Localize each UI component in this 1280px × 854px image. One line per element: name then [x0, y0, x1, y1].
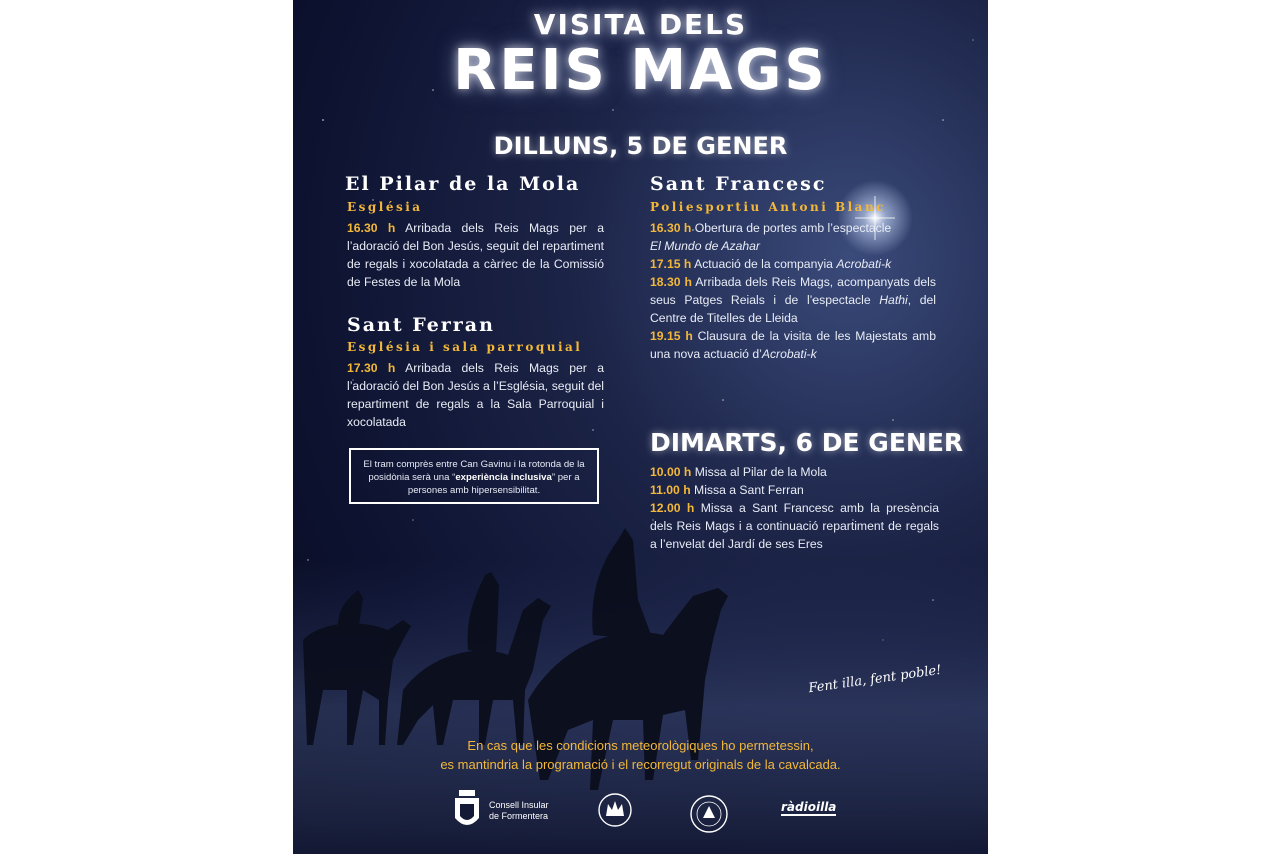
francesc-item-italic: Acrobati-k: [836, 257, 892, 271]
francesc-item-italic: El Mundo de Azahar: [650, 239, 760, 253]
francesc-venue: Poliesportiu Antoni Blanc: [650, 200, 886, 214]
tuesday-item-text: Missa a Sant Francesc amb la presència dels Reis Mags i a continuació repartiment de regals a l’envelat del Jardí de ses Eres: [650, 501, 939, 551]
pilar-place: El Pilar de la Mola: [345, 173, 581, 195]
round-seal-logo: [689, 794, 729, 834]
pilar-venue: Església: [347, 200, 423, 214]
tuesday-item: [650, 481, 939, 499]
note-after: ” per a persones amb hipersensibilitat.: [407, 472, 580, 496]
radio-logo-text: ràdioilla: [781, 800, 837, 814]
ferran-text: Arribada dels Reis Mags per a l’adoració del Bon Jesús a l’Església, seguit del repartiment de regals a la Sala Parroquial i xocolatada: [347, 361, 604, 429]
francesc-item-time: 18.30 h: [650, 275, 692, 289]
francesc-item-text: Arribada dels Reis Mags, acompanyats dels seus Patges Reials i de l’espectacle: [650, 275, 936, 307]
consell-line2: de Formentera: [489, 811, 549, 821]
francesc-item: [650, 327, 936, 363]
radio-logo: [781, 800, 836, 816]
pilar-schedule: [347, 219, 604, 291]
weather-line2: es mantindria la programació i el recorregut originals de la cavalcada.: [440, 757, 841, 772]
tuesday-item-time: 11.00 h: [650, 483, 691, 497]
note-bold: experiència inclusiva: [455, 472, 552, 483]
ferran-time: 17.30 h: [347, 361, 396, 375]
weather-line1: En cas que les condicions meteorològiques ho permetessin,: [467, 738, 814, 753]
tuesday-item-time: 12.00 h: [650, 501, 695, 515]
event-poster: [293, 0, 988, 854]
title-line1: VISITA DELS: [533, 8, 748, 41]
ferran-venue: Església i sala parroquial: [347, 340, 583, 354]
inclusive-note-box: [349, 448, 599, 504]
crown-seal-icon: [597, 790, 633, 832]
tuesday-schedule: [650, 463, 939, 553]
consell-text: [489, 800, 549, 822]
sponsor-logos: [293, 790, 988, 840]
tuesday-item-text: Missa al Pilar de la Mola: [694, 465, 827, 479]
tuesday-item-time: 10.00 h: [650, 465, 692, 479]
reis-committee-logo: [597, 790, 633, 832]
ferran-place: Sant Ferran: [347, 314, 495, 336]
francesc-place: Sant Francesc: [650, 173, 827, 195]
tuesday-item: [650, 463, 939, 481]
tuesday-item-text: Missa a Sant Ferran: [694, 483, 804, 497]
title-line2: REIS MAGS: [453, 38, 828, 103]
francesc-schedule: [650, 219, 936, 363]
monday-heading: DILLUNS, 5 DE GENER: [493, 132, 788, 160]
francesc-item-italic: Hathi: [879, 293, 908, 307]
ferran-schedule: [347, 359, 604, 431]
tuesday-heading: DIMARTS, 6 DE GENER: [650, 428, 964, 457]
consell-logo: [453, 790, 549, 832]
consell-shield-icon: [453, 790, 481, 832]
francesc-item: [650, 219, 936, 255]
francesc-item-text: Clausura de la visita de les Majestats amb una nova actuació d’: [650, 329, 936, 361]
weather-notice: [293, 736, 988, 774]
seal-icon: [689, 794, 729, 834]
francesc-item-time: 19.15 h: [650, 329, 693, 343]
francesc-item: [650, 273, 936, 327]
francesc-item-italic: Acrobati-k: [761, 347, 817, 361]
francesc-item-time: 17.15 h: [650, 257, 692, 271]
slogan: Fent illa, fent poble!: [807, 662, 943, 697]
francesc-item-after: , del Centre de Titelles de Lleida: [650, 293, 936, 325]
francesc-item: [650, 255, 936, 273]
francesc-item-time: 16.30 h: [650, 221, 692, 235]
consell-line1: Consell Insular: [489, 800, 549, 810]
note-before: El tram comprès entre Can Gavinu i la rotonda de la posidònia serà una “: [363, 459, 585, 483]
tuesday-item: [650, 499, 939, 553]
francesc-item-text: Actuació de la companyia: [694, 257, 833, 271]
pilar-time: 16.30 h: [347, 221, 396, 235]
pilar-text: Arribada dels Reis Mags per a l’adoració del Bon Jesús, seguit del repartiment de regals i xocolatada a càrrec de la Comissió de Festes de la Mola: [347, 221, 604, 289]
francesc-item-text: Obertura de portes amb l’espectacle: [694, 221, 892, 235]
